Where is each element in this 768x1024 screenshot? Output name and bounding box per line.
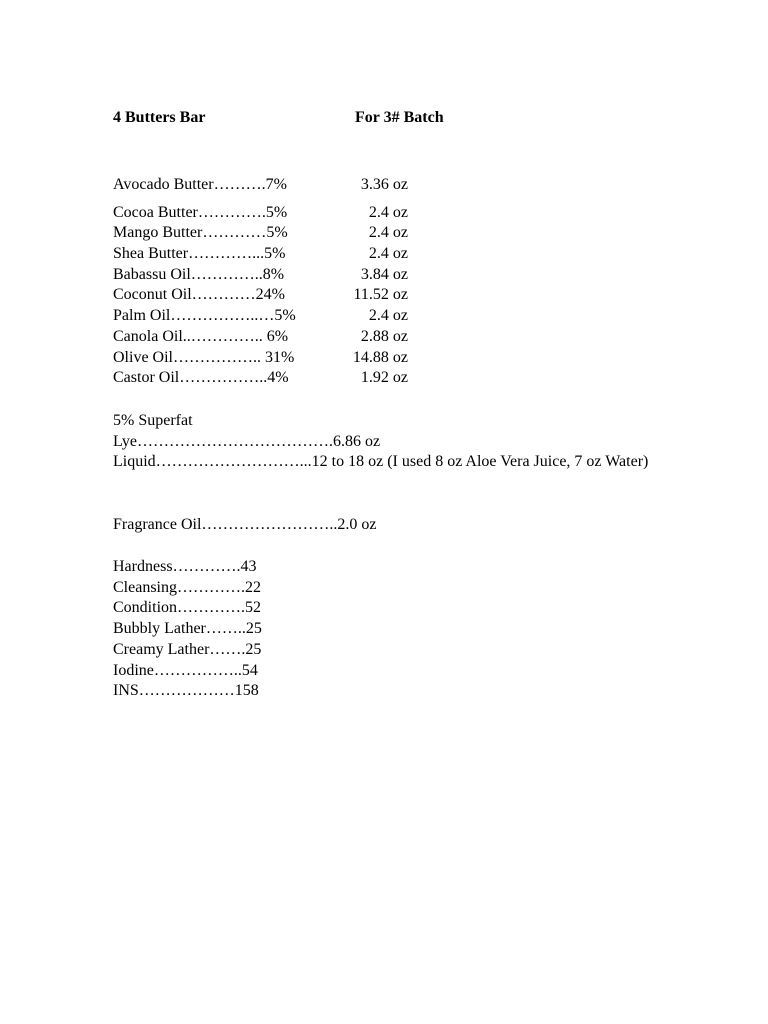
oil-amount: 2.4 oz	[368, 307, 408, 325]
oil-row	[113, 368, 513, 389]
document-heading	[113, 109, 673, 131]
oil-label: Palm Oil……………..…5%	[113, 307, 296, 325]
fragrance-section	[113, 515, 703, 536]
oil-row	[113, 327, 513, 348]
oil-amount: 2.88 oz	[360, 327, 408, 345]
superfat-line: 5% Superfat	[113, 412, 193, 429]
oil-row	[113, 348, 513, 369]
recipe-title: 4 Butters Bar	[113, 109, 206, 126]
oil-row	[113, 223, 513, 244]
property-line: INS………………158	[113, 682, 259, 700]
oil-label: Mango Butter…………5%	[113, 224, 288, 242]
oil-label: Castor Oil……………..4%	[113, 369, 289, 387]
oil-label: Canola Oil..………….. 6%	[113, 327, 289, 345]
oil-label: Cocoa Butter………….5%	[113, 203, 288, 221]
oil-label: Babassu Oil…………..8%	[113, 265, 285, 283]
property-line: Bubbly Lather……..25	[113, 620, 262, 638]
oil-amount: 2.4 oz	[368, 245, 408, 263]
soap-properties	[113, 557, 703, 702]
property-line: Hardness………….43	[113, 558, 257, 575]
oil-amount: 1.92 oz	[360, 369, 408, 387]
oil-label: Avocado Butter……….7%	[113, 176, 287, 193]
batch-size: For 3# Batch	[355, 109, 444, 126]
oil-row	[113, 265, 513, 286]
oil-label: Coconut Oil…………24%	[113, 286, 285, 304]
oil-amount: 11.52 oz	[353, 286, 408, 304]
property-line: Creamy Lather…….25	[113, 640, 262, 658]
fragrance-line: Fragrance Oil……………………..2.0 oz	[113, 516, 377, 533]
oil-row	[113, 285, 513, 306]
lye-section	[113, 411, 703, 473]
oil-amount: 2.4 oz	[368, 224, 408, 242]
oil-label: Shea Butter…………...5%	[113, 245, 286, 263]
oil-row	[113, 203, 513, 224]
oil-amount: 14.88 oz	[352, 348, 408, 366]
oils-list	[113, 175, 513, 389]
property-line: Cleansing………….22	[113, 578, 261, 596]
oil-amount: 2.4 oz	[368, 203, 408, 221]
property-line: Iodine……………..54	[113, 661, 258, 679]
oil-amount: 3.84 oz	[360, 265, 408, 283]
oil-label: Olive Oil…………….. 31%	[113, 348, 295, 366]
liquid-line: Liquid………………………...12 to 18 oz (I used 8 oz Aloe Vera Juice, 7 oz Water)	[113, 453, 649, 471]
lye-line: Lye……………………………….6.86 oz	[113, 432, 381, 450]
oil-row	[113, 306, 513, 327]
oil-row	[113, 244, 513, 265]
oil-row	[113, 175, 513, 196]
oil-amount: 3.36 oz	[360, 176, 408, 193]
property-line: Condition………….52	[113, 599, 262, 617]
